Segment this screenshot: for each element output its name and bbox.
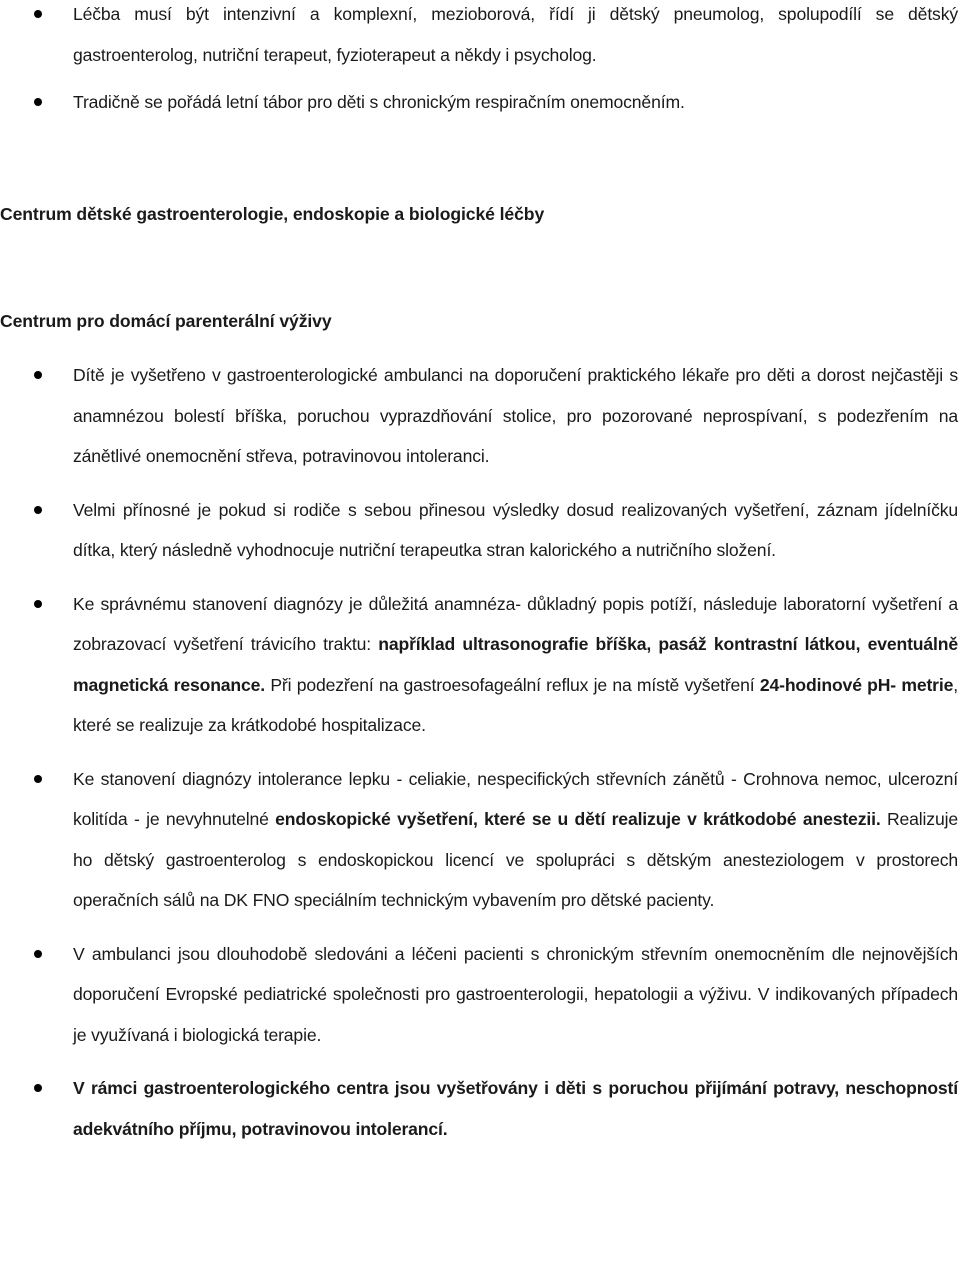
list-item-text: [73, 365, 958, 466]
bold-text-run: 24-hodinové pH- metrie: [759, 674, 954, 695]
bullet-icon: [34, 1084, 42, 1092]
text-run: Ke stanovení diagnózy intolerance lepku - celiakie, nespecifických střevních zánětů - Crohnova nemoc, ulcerozní kolitída - je nevyhnutelné: [73, 768, 958, 829]
bold-text-run: V rámci gastroenterologického centra jsou vyšetřovány i děti s poruchou přijímání potravy, neschopností adekvátního příjmu, potravinovou intolerancí.: [73, 1078, 958, 1139]
list-item: [0, 934, 960, 1056]
text-run: Velmi přínosné je pokud si rodiče s sebou přinesou výsledky dosud realizovaných vyšetření, záznam jídelníčku dítka, který následně vyhodnocuje nutriční terapeutka stran kalorického a nutričního složení.: [73, 499, 958, 560]
list-item: [0, 0, 960, 75]
list-item-text: [73, 769, 958, 911]
bullet-icon: [34, 600, 42, 608]
list-item: [0, 355, 960, 477]
section-heading-parenteral-nutrition: Centrum pro domácí parenterální výživy: [0, 311, 332, 331]
intro-bullet-list: [0, 0, 960, 123]
text-run: Při podezření na gastroesofageální reflux je na místě vyšetření: [265, 674, 760, 695]
list-item-text: [73, 594, 958, 736]
bullet-icon: [34, 950, 42, 958]
bullet-icon: [34, 506, 42, 514]
list-item: [0, 490, 960, 571]
text-run: Realizuje ho dětský gastroenterolog s endoskopickou licencí ve spolupráci s dětským anesteziologem v prostorech operačních sálů na DK FNO speciálním technickým vybavením pro dětské pacienty.: [73, 809, 958, 910]
list-item: [0, 759, 960, 921]
list-item: [0, 82, 960, 123]
bullet-icon: [34, 775, 42, 783]
bold-text-run: například ultrasonografie bříška, pasáž kontrastní látkou, eventuálně magnetická resonance.: [73, 634, 958, 695]
text-run: Ke správnému stanovení diagnózy je důležitá anamnéza- důkladný popis potíží, následuje laboratorní vyšetření a zobrazovací vyšetření trávicího traktu:: [73, 593, 958, 654]
bold-text-run: endoskopické vyšetření, které se u dětí realizuje v krátkodobé anestezii.: [275, 809, 881, 829]
list-item-text: Léčba musí být intenzivní a komplexní, mezioborová, řídí ji dětský pneumolog, spolupodílí se dětský gastroenterolog, nutriční terapeut, fyzioterapeut a někdy i psycholog.: [73, 4, 958, 65]
bullet-icon: [34, 98, 42, 106]
text-run: V ambulanci jsou dlouhodobě sledováni a léčeni pacienti s chronickým střevním onemocněním dle nejnovějších doporučení Evropské pediatrické společnosti pro gastroenterologii, hepatologii a výživu. V indikovaných případech je využívaná i biologická terapie.: [73, 943, 958, 1045]
section-heading-gastroenterology: Centrum dětské gastroenterologie, endoskopie a biologické léčby: [0, 204, 545, 224]
main-bullet-list: [0, 355, 960, 1149]
list-item: [0, 584, 960, 746]
text-run: Dítě je vyšetřeno v gastroenterologické ambulanci na doporučení praktického lékaře pro děti a dorost nejčastěji s anamnézou bolestí bříška, poruchou vyprazdňování stolice, pro pozorované neprospívaní, s podezřením na zánětlivé onemocnění střeva, potravinovou intoleranci.: [73, 365, 958, 466]
list-item-text: [73, 500, 958, 561]
text-run: , které se realizuje za krátkodobé hospitalizace.: [73, 674, 958, 735]
list-item-text: [73, 1078, 958, 1139]
bullet-icon: [34, 10, 42, 18]
bullet-icon: [34, 371, 42, 379]
list-item-text: Tradičně se pořádá letní tábor pro děti s chronickým respiračním onemocněním.: [73, 92, 685, 112]
list-item-text: [73, 944, 958, 1045]
list-item: [0, 1068, 960, 1149]
